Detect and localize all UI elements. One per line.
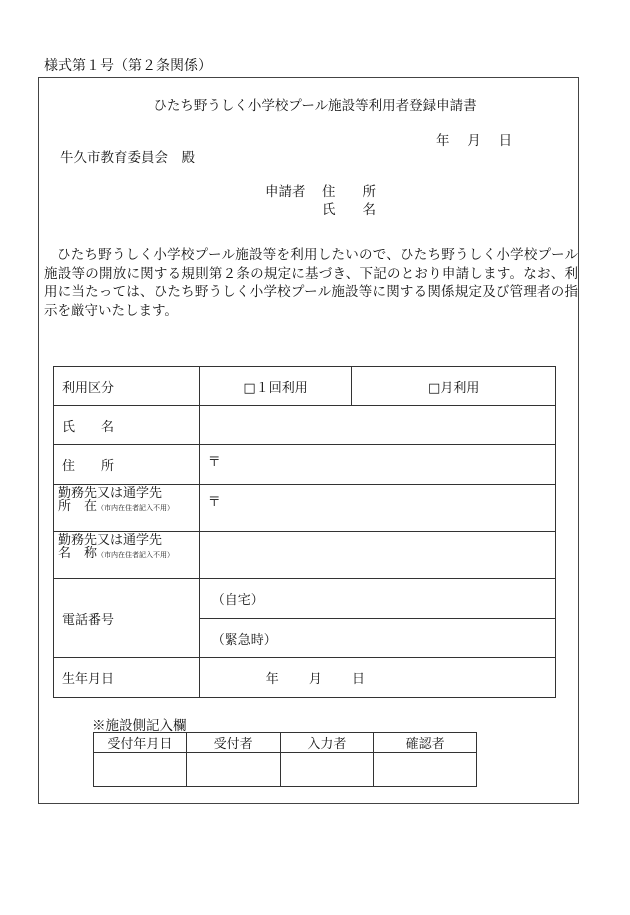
staff-table: [93, 732, 477, 787]
work-location-line1: 勤務先又は通学先: [58, 486, 163, 501]
birthdate-field[interactable]: [199, 658, 555, 698]
work-name-note: （市内在住者記入不用）: [97, 551, 175, 559]
body-text: ひたち野うしく小学校プール施設等を利用したいので、ひたち野うしく小学校プール施設等の開放に関する規則第２条の規定に基づき、下記のとおり申請します。なお、利用に当たっては、ひたち野うしく小学校プール施設等に関する関係規定及び管理者の指示を厳守いたします。: [44, 247, 578, 319]
staff-received-date-field[interactable]: [94, 753, 187, 787]
work-location-note: （市内在住者記入不用）: [97, 504, 175, 512]
application-table: [53, 366, 556, 698]
row-work-name: [54, 532, 556, 579]
phone-home-label: （自宅）: [211, 593, 264, 608]
applicant-name-label: 氏 名: [322, 202, 376, 218]
postal-mark: 〒: [207, 455, 221, 470]
row-name: [54, 406, 556, 445]
row-address: [54, 445, 556, 485]
name-field[interactable]: [199, 406, 555, 445]
staff-entry-row: [94, 753, 477, 787]
phone-label: 電話番号: [54, 579, 200, 658]
birthdate-label: 生年月日: [54, 658, 200, 698]
row-work-location: [54, 485, 556, 532]
row-birthdate: [54, 658, 556, 698]
addressee: 牛久市教育委員会 殿: [60, 150, 195, 166]
row-phone-home: [54, 579, 556, 619]
work-name-label: [54, 532, 200, 579]
applicant-address-label: 住 所: [322, 184, 376, 200]
applicant-label: 申請者: [265, 184, 306, 200]
staff-section-heading: ※施設側記入欄: [92, 718, 187, 734]
birthdate-format: 年 月 日: [265, 672, 365, 687]
address-field[interactable]: [199, 445, 555, 485]
staff-confirmed-by-field[interactable]: [374, 753, 477, 787]
body-paragraph: [44, 246, 578, 320]
row-usage-category: [54, 367, 556, 406]
usage-category-label: 利用区分: [54, 367, 200, 406]
phone-home-field[interactable]: [199, 579, 555, 619]
staff-entered-by-field[interactable]: [280, 753, 374, 787]
date-line: 年 月 日: [436, 133, 513, 149]
staff-col-receiver: 受付者: [186, 733, 280, 753]
phone-emergency-label: （緊急時）: [211, 632, 277, 648]
work-name-line2: 名 称: [58, 546, 98, 561]
staff-receiver-field[interactable]: [186, 753, 280, 787]
work-location-field[interactable]: [199, 485, 555, 532]
work-location-line2: 所 在: [58, 499, 98, 514]
staff-header-row: [94, 733, 477, 753]
staff-col-entered-by: 入力者: [280, 733, 374, 753]
form-title: ひたち野うしく小学校プール施設等利用者登録申請書: [153, 98, 477, 114]
name-label: 氏 名: [54, 406, 200, 445]
staff-col-received-date: 受付年月日: [94, 733, 187, 753]
work-name-field[interactable]: [199, 532, 555, 579]
postal-mark-work: 〒: [207, 495, 221, 510]
address-label: 住 所: [54, 445, 200, 485]
option-monthly-use[interactable]: □月利用: [352, 367, 556, 406]
form-number: 様式第１号（第２条関係）: [44, 58, 212, 74]
staff-col-confirmed-by: 確認者: [374, 733, 477, 753]
option-single-use[interactable]: □１回利用: [199, 367, 352, 406]
phone-emergency-field[interactable]: [199, 619, 555, 658]
work-location-label: [54, 485, 200, 532]
work-name-line1: 勤務先又は通学先: [58, 533, 163, 548]
